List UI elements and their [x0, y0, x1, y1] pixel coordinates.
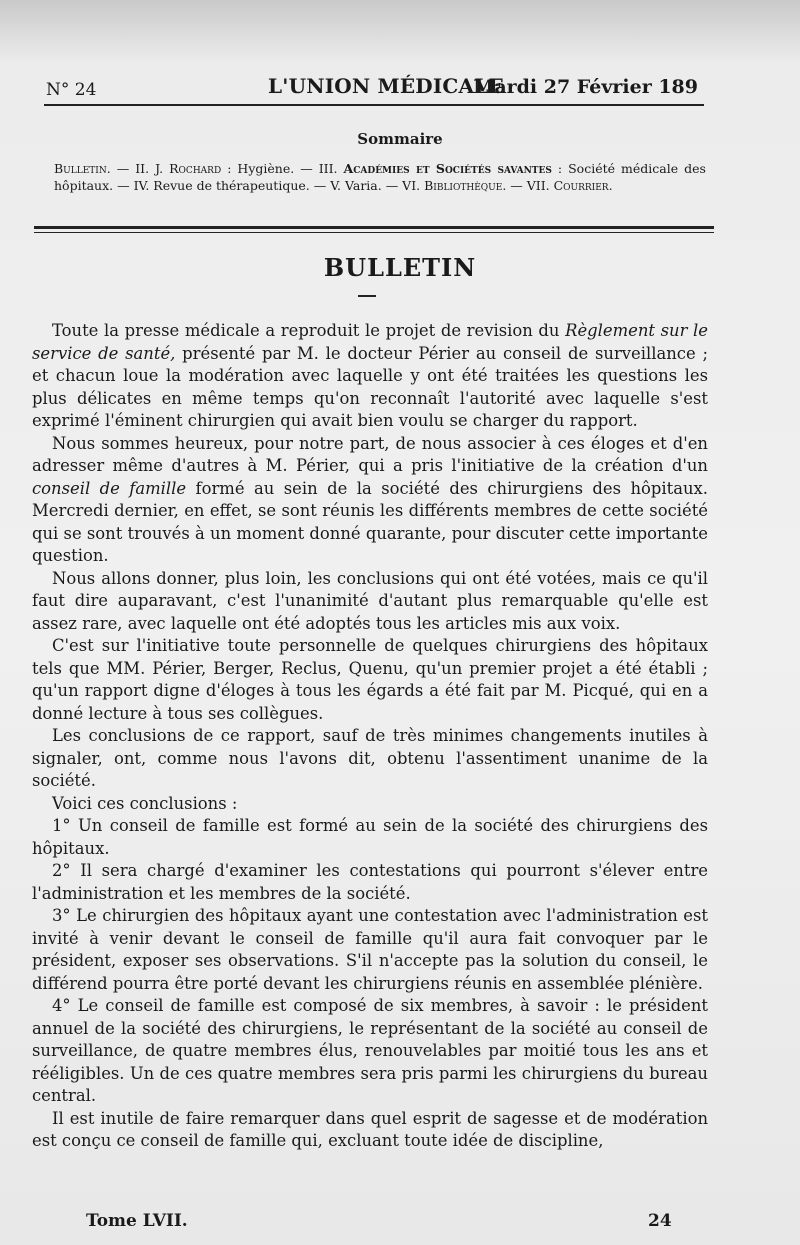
sommaire-part: Courrier. — [553, 178, 613, 193]
paragraph-text: Toute la presse médicale a reproduit le projet de revision du — [52, 321, 566, 340]
page-number: 24 — [648, 1211, 672, 1231]
divider-thick — [34, 226, 714, 229]
sommaire-part: : Hygiène. — III. — [221, 161, 344, 176]
paragraph: C'est sur l'initiative toute personnelle de quelques chirurgiens des hôpitaux tels que MM. Périer, Berger, Reclus, Quenu, qu'un premier projet a été établi ; qu'un rapport digne d'éloges à tous les égards a été fait par M. Picqué, qui en a donné lecture à tous ses collègues. — [32, 636, 708, 723]
paragraph — [32, 320, 708, 433]
paragraph-text: Nous sommes heureux, pour notre part, de nous associer à ces éloges et d'en adresser même d'autres à M. Périer, qui a pris l'initiative de la création d'un — [32, 433, 708, 475]
sommaire-part: Rochard — [169, 161, 222, 176]
paragraph: Les conclusions de ce rapport, sauf de très minimes changements inutiles à signaler, ont, comme nous l'avons dit, obtenu l'assentiment unanime de la société. — [32, 726, 708, 790]
title-dash — [358, 295, 376, 297]
conclusion-item: 1° Un conseil de famille est formé au sein de la société des chirurgiens des hôpitaux. — [32, 816, 708, 858]
sommaire-part: Académies et Sociétés savantes — [343, 161, 552, 176]
sommaire-title: Sommaire — [357, 130, 443, 148]
paragraph: Voici ces conclusions : — [52, 793, 238, 813]
sommaire-part: Bibliothèque. — [424, 178, 507, 193]
journal-title: L'UNION MÉDICALE — [268, 74, 504, 98]
page-header — [44, 72, 704, 106]
sommaire-part: — II. J. — [110, 161, 170, 176]
volume-label: Tome LVII. — [86, 1211, 188, 1231]
issue-date: Mardi 27 Février 189 — [473, 76, 698, 98]
paragraph-text: formé au sein de la société des chirurgiens des hôpitaux. Mercredi dernier, en effet, se sont réunis les différents membres de cette société qui se sont trouvés à un moment donné quarante, pour discuter cette importante question. — [32, 478, 708, 565]
section-title: BULLETIN — [323, 253, 477, 282]
conclusion-item: 3° Le chirurgien des hôpitaux ayant une contestation avec l'administration est invité à venir devant le conseil de famille qu'il aura fait convoquer par le président, exposer ses observations. S'il n'accepte pas la solution du conseil, le différend pourra être porté devant les chirurgiens réunis en assemblée plénière. — [32, 906, 708, 993]
paragraph: Il est inutile de faire remarquer dans quel esprit de sagesse et de modération est conçu ce conseil de famille qui, excluant toute idée de discipline, — [32, 1108, 708, 1150]
paragraph-text: présenté par M. le docteur Périer au conseil de surveillance ; et chacun loue la modération avec laquelle y ont été traitées les questions les plus délicates en même temps qu'on reconnaît l'autorité avec laquelle s'est exprimé l'éminent chirurgien qui avait bien voulu se charger du rapport. — [32, 343, 708, 430]
conclusion-item: 2° Il sera chargé d'examiner les contestations qui pourront s'élever entre l'administration et les membres de la société. — [32, 861, 708, 903]
paragraph — [32, 433, 708, 568]
conclusion-item: 4° Le conseil de famille est composé de six membres, à savoir : le président annuel de la société des chirurgiens, le représentant de la société au conseil de surveillance, de quatre membres élus, renouvelables par moitié tous les ans et rééligibles. Un de ces quatre membres sera pris parmi les chirurgiens du bureau central. — [32, 996, 708, 1105]
sommaire-part: Bulletin. — [54, 161, 111, 176]
sommaire-contents — [54, 160, 706, 194]
paragraph: Nous allons donner, plus loin, les conclusions qui ont été votées, mais ce qu'il faut dire auparavant, c'est l'unanimité d'autant plus remarquable qu'elle est assez rare, avec laquelle ont été adoptés tous les articles mis aux voix. — [32, 568, 708, 633]
sommaire-part: : Société médicale des hôpitaux. — IV. Revue de thérapeutique. — V. Varia. — VI. — [54, 161, 706, 193]
divider-thin — [34, 232, 714, 233]
paragraph-emphasis: conseil de famille — [32, 478, 187, 498]
article-body — [32, 320, 708, 1153]
paragraph-emphasis: Règlement sur le service de santé, — [32, 321, 708, 363]
issue-number: N° 24 — [46, 80, 97, 100]
sommaire-part: — VII. — [506, 178, 554, 193]
